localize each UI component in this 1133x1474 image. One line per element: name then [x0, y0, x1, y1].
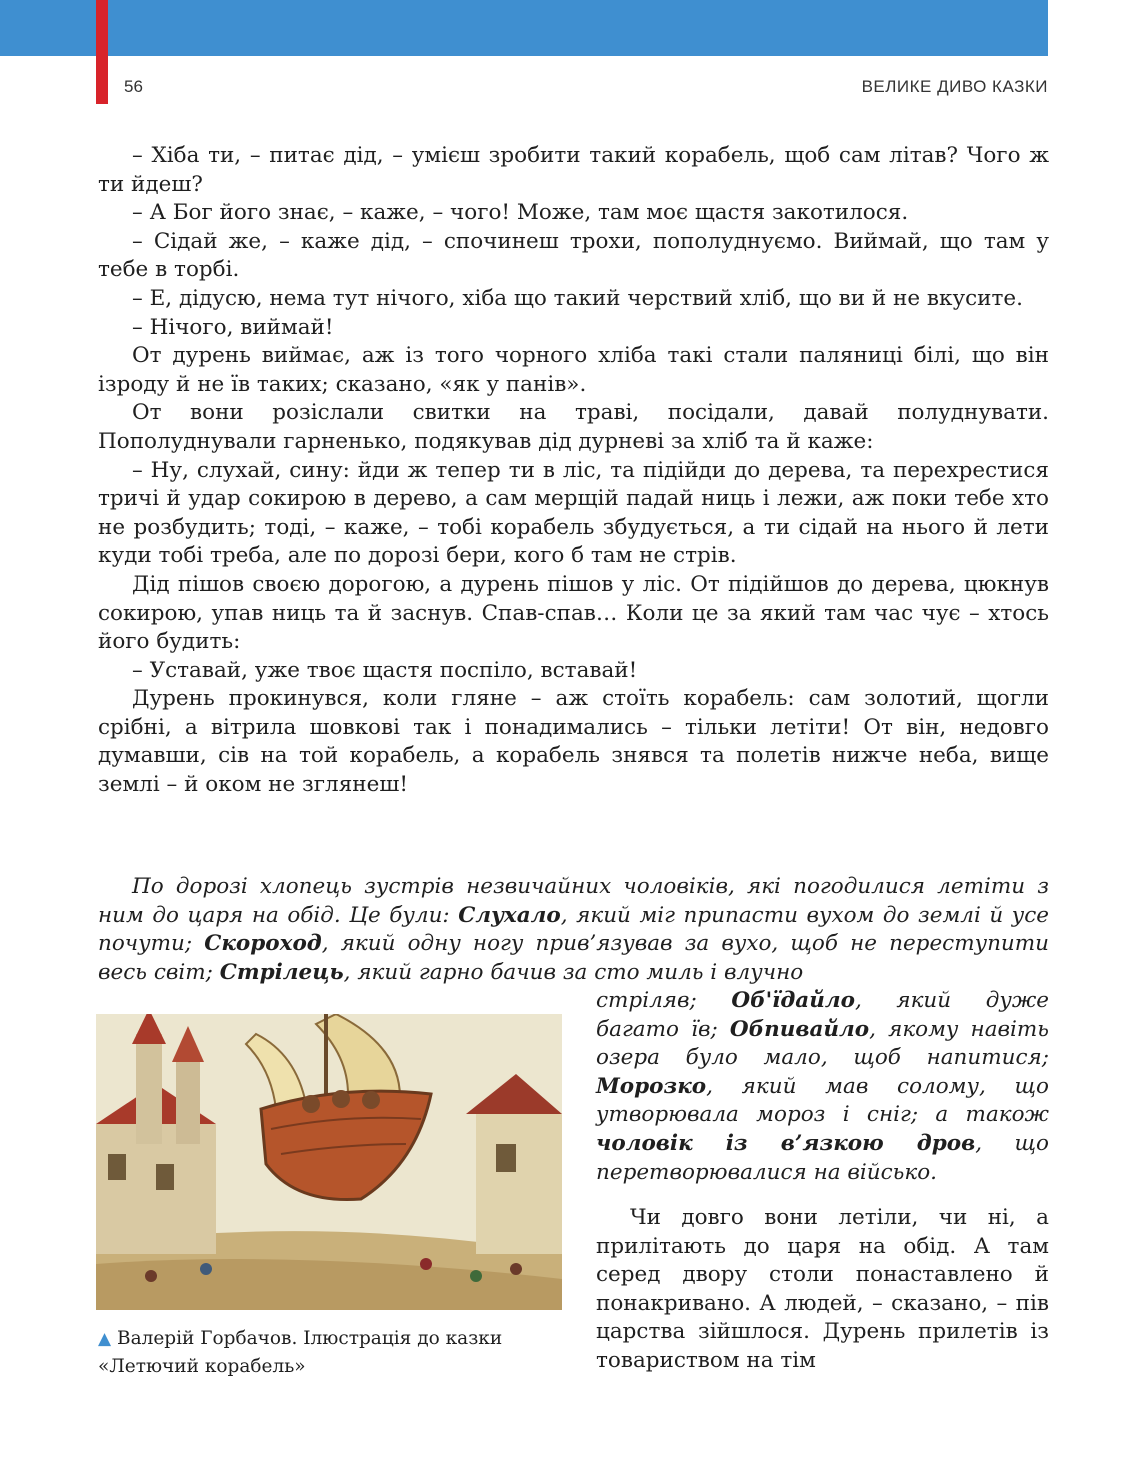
- caption-line: «Летючий корабель»: [98, 1356, 306, 1377]
- running-head: ВЕЛИКЕ ДИВО КАЗКИ: [861, 77, 1048, 96]
- illustration-caption: [98, 1325, 568, 1380]
- paragraph: От дурень виймає, аж із того чорного хліба такі стали паляниці білі, що він ізроду й не їв таких; сказано, «як у панів».: [98, 343, 1049, 397]
- character-name: Скороход: [204, 931, 322, 957]
- character-name: Об'їдайло: [731, 988, 855, 1013]
- triangle-up-icon: ▲: [98, 1329, 112, 1349]
- summary-text: , який одну ногу прив’язував за вухо, щоб не переступити весь світ;: [98, 931, 1049, 985]
- summary-block-continued: [596, 987, 1049, 1187]
- summary-block: [98, 873, 1049, 987]
- header-band: [0, 0, 1048, 56]
- paragraph: – А Бог його знає, – каже, – чого! Може, там моє щастя закотилося.: [132, 200, 909, 226]
- character-name: чоловік із в’язкою дров: [596, 1130, 976, 1156]
- summary-text: По дорозі хлопець зустрів незвичайних чоловіків, які погодилися летіти з ним до царя на обід. Це були:: [98, 874, 1049, 928]
- summary-text: , який дуже багато їв;: [596, 988, 1049, 1042]
- character-name: Слухало: [458, 902, 561, 928]
- character-name: Обпивайло: [729, 1016, 870, 1042]
- continuation-text: [596, 1204, 1049, 1376]
- summary-text: , якому навіть озера було мало, щоб напитися;: [596, 1016, 1049, 1071]
- illustration-flying-ship: [96, 1014, 562, 1310]
- summary-text: , який гарно бачив за сто миль і влучно: [343, 959, 804, 985]
- paragraph: – Хіба ти, – питає дід, – умієш зробити такий корабель, щоб сам літав? Чого ж ти йдеш?: [98, 143, 1049, 197]
- chapter-marker: [96, 0, 108, 104]
- paragraph: – Сідай же, – каже дід, – спочинеш трохи, пополуднуємо. Виймай, що там у тебе в торбі.: [98, 228, 1049, 283]
- main-text: [98, 142, 1049, 800]
- summary-paragraph: [98, 873, 1049, 987]
- paragraph: Чи довго вони летіли, чи ні, а прилітають до царя на обід. А там серед двору столи понаставлено й понакривано. А людей, – сказано, – пів царства зійшлося. Дурень прилетів із товариством на тім: [596, 1205, 1049, 1373]
- page-number: 56: [124, 77, 143, 96]
- paragraph: – Ну, слухай, сину: йди ж тепер ти в ліс, та підійди до дерева, та перехрестися тричі й удар сокирою в дерево, а сам мерщій падай ниць і лежи, аж поки тебе хто не розбудить; тоді, – каже, – тобі корабель збудується, а ти сідай на нього й лети куди тобі треба, але по дорозі бери, кого б там не стрів.: [98, 457, 1049, 569]
- paragraph: Дурень прокинувся, коли гляне – аж стоїть корабель: сам золотий, щогли срібні, а вітрила шовкові так і понадимались – тільки летіти! От він, недовго думавши, сів на той корабель, а корабель знявся та полетів нижче неба, вище землі – й оком не зглянеш!: [98, 686, 1049, 798]
- paragraph: – Уставай, уже твоє щастя поспіло, вставай!: [132, 657, 638, 683]
- paragraph: – Нічого, виймай!: [132, 314, 334, 340]
- paragraph: Дід пішов своєю дорогою, а дурень пішов у ліс. От підійшов до дерева, цюкнув сокирою, упав ниць та й заснув. Спав-спав… Коли це за який там час чує – хтось його будить:: [98, 571, 1049, 655]
- caption-line: Валерій Горбачов. Ілюстрація до казки: [116, 1328, 503, 1349]
- paragraph: От вони розіслали свитки на траві, посідали, давай полуднувати. Пополуднували гарненько, подякував дід дурневі за хліб та й каже:: [98, 400, 1049, 454]
- summary-text: стріляв;: [596, 988, 732, 1013]
- summary-text: , який мав солому, що утворювала мороз і сніг; а також: [596, 1073, 1049, 1128]
- paragraph: – Е, дідусю, нема тут нічого, хіба що такий черствий хліб, що ви й не вкусите.: [132, 285, 1023, 311]
- character-name: Морозко: [596, 1073, 707, 1099]
- summary-text: , що перетворювалися на військо.: [596, 1130, 1049, 1185]
- summary-text: , який міг припасти вухом до землі й усе почути;: [98, 902, 1049, 957]
- character-name: Стрілець: [219, 959, 344, 985]
- illustration-artwork: [96, 1014, 562, 1310]
